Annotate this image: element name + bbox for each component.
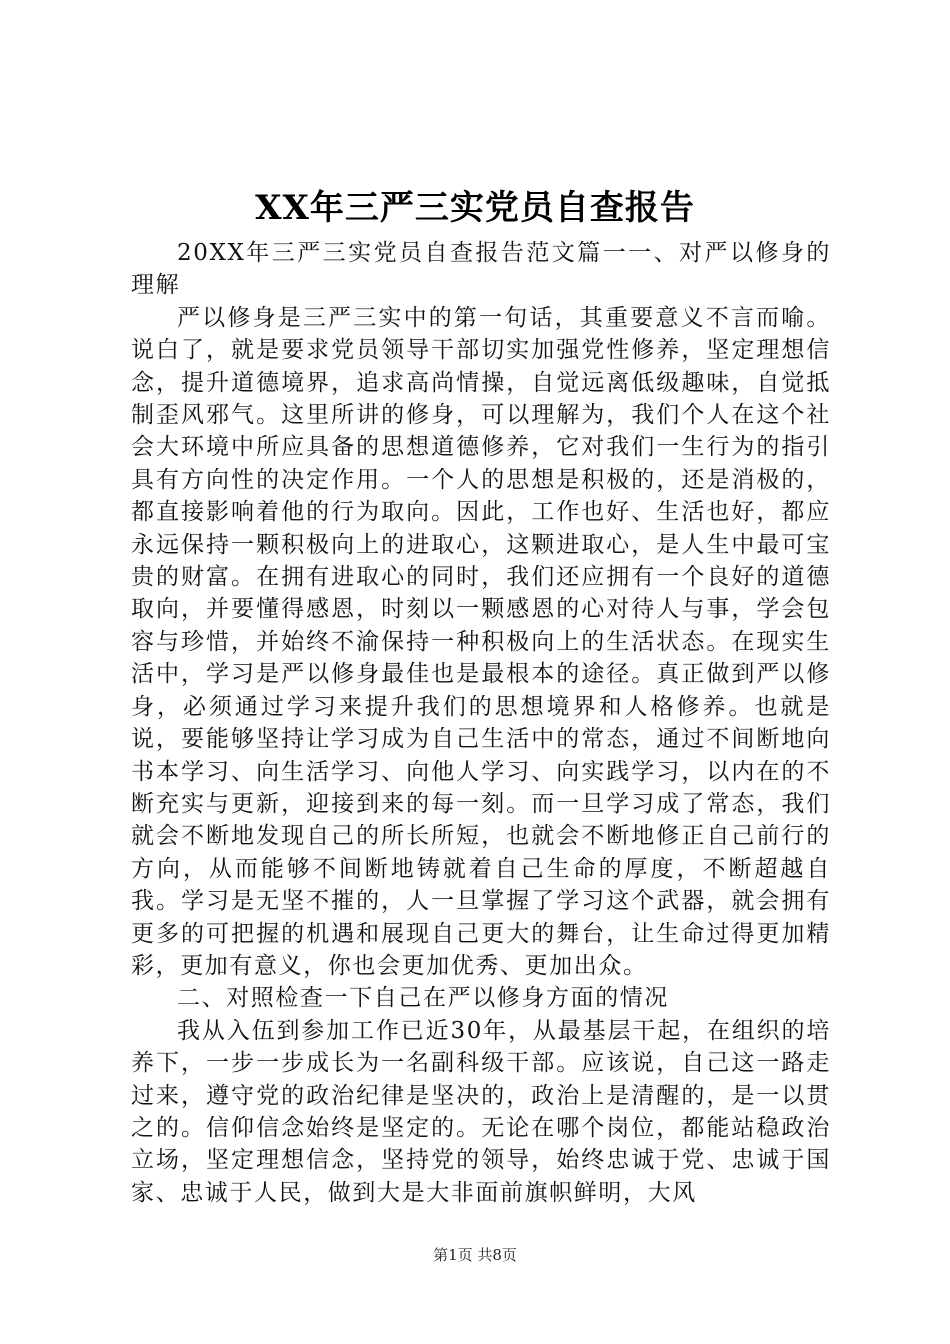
paragraph: 我从入伍到参加工作已近30年，从最基层干起，在组织的培养下，一步一步成长为一名副科级干部。应该说，自己这一路走过来，遵守党的政治纪律是坚决的，政治上是清醒的，是一以贯之的。信仰信念始终是坚定的。无论在哪个岗位，都能站稳政治立场，坚定理想信念，坚持党的领导，始终忠诚于党、忠诚于国家、忠诚于人民，做到大是大非面前旗帜鲜明，大风 [131, 1017, 831, 1206]
document-body [131, 237, 831, 1209]
paragraph: 严以修身是三严三实中的第一句话，其重要意义不言而喻。说白了，就是要求党员领导干部切实加强党性修养，坚定理想信念，提升道德境界，追求高尚情操，自觉远离低级趣味，自觉抵制歪风邪气。这里所讲的修身，可以理解为，我们个人在这个社会大环境中所应具备的思想道德修养，它对我们一生行为的指引具有方向性的决定作用。一个人的思想是积极的，还是消极的，都直接影响着他的行为取向。因此，工作也好、生活也好，都应永远保持一颗积极向上的进取心，这颗进取心，是人生中最可宝贵的财富。在拥有进取心的同时，我们还应拥有一个良好的道德取向，并要懂得感恩，时刻以一颗感恩的心对待人与事，学会包容与珍惜，并始终不渝保持一种积极向上的生活状态。在现实生活中，学习是严以修身最佳也是最根本的途径。真正做到严以修身，必须通过学习来提升我们的思想境界和人格修养。也就是说，要能够坚持让学习成为自己生活中的常态，通过不间断地向书本学习、向生活学习、向他人学习、向实践学习，以内在的不断充实与更新，迎接到来的每一刻。而一旦学习成了常态，我们就会不断地发现自己的所长所短，也就会不断地修正自己前行的方向，从而能够不间断地铸就着自己生命的厚度，不断超越自我。学习是无坚不摧的，人一旦掌握了学习这个武器，就会拥有更多的可把握的机遇和展现自己更大的舞台，让生命过得更加精彩，更加有意义，你也会更加优秀、更加出众。 [131, 304, 831, 979]
paragraph: 二、对照检查一下自己在严以修身方面的情况 [177, 985, 669, 1012]
page-number-footer: 第1页 共8页 [433, 1246, 517, 1264]
document-title: XX年三严三实党员自查报告 [255, 188, 695, 228]
paragraph: 20XX年三严三实党员自查报告范文篇一一、对严以修身的理解 [131, 240, 831, 299]
